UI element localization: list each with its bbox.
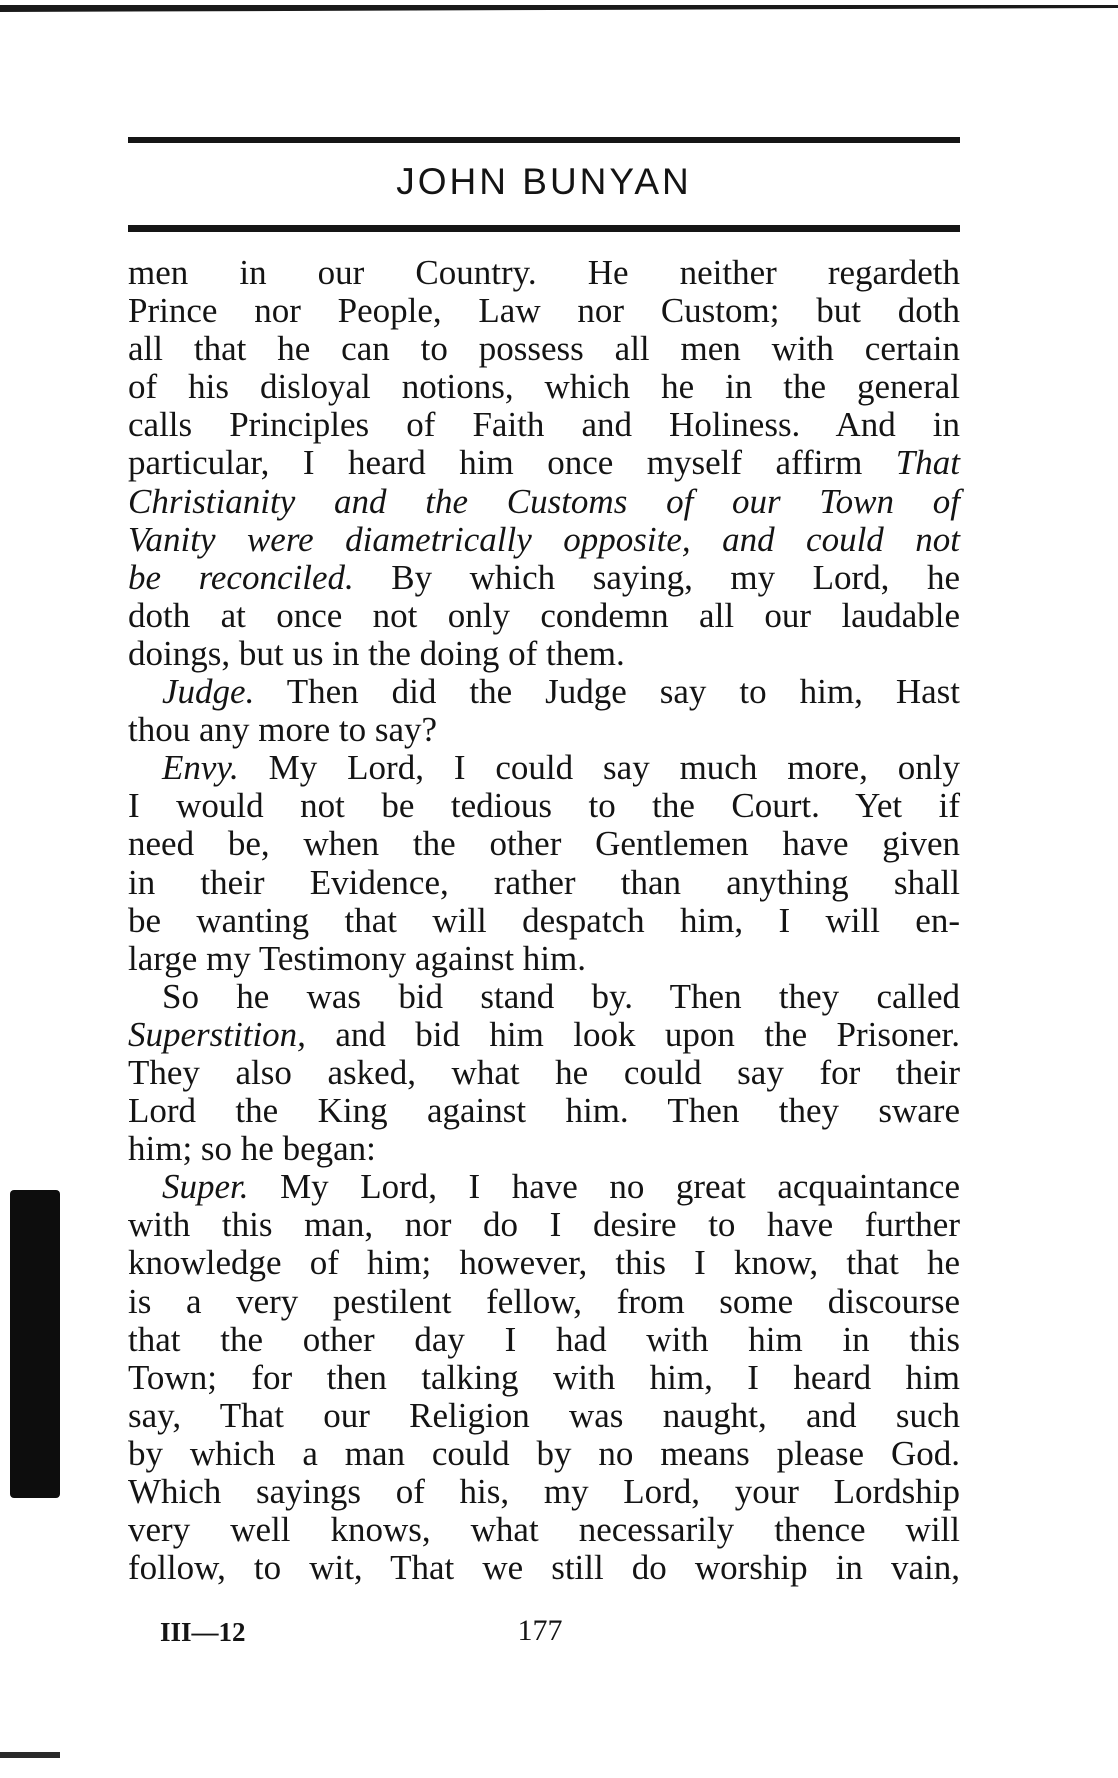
text-line: follow, to wit, That we still do worship in vain, [128, 1548, 960, 1588]
text-line: be wanting that will despatch him, I will en- [128, 900, 960, 940]
text-line: with this man, nor do I desire to have further [128, 1205, 960, 1245]
text-line: Envy. My Lord, I could say much more, only [162, 748, 960, 788]
text-line: knowledge of him; however, this I know, that he [128, 1243, 960, 1283]
signature-mark: III—12 [160, 1617, 246, 1647]
text-line: Lord the King against him. Then they sware [128, 1091, 960, 1131]
text-line: Christianity and the Customs of our Town of [128, 481, 960, 521]
text-line: I would not be tedious to the Court. Yet if [128, 786, 960, 826]
text-line: large my Testimony against him. [128, 938, 587, 978]
text-line: in their Evidence, rather than anything shall [128, 862, 960, 902]
text-line: calls Principles of Faith and Holiness. And in [128, 405, 960, 445]
scan-edge-bottom [0, 1752, 60, 1758]
text-line: doth at once not only condemn all our laudable [128, 595, 960, 635]
text-line: is a very pestilent fellow, from some discourse [128, 1281, 960, 1321]
text-line: by which a man could by no means please God. [128, 1433, 960, 1473]
text-line: Super. My Lord, I have no great acquaintance [162, 1167, 960, 1207]
page-number: 177 [517, 1614, 563, 1647]
text-line: Which sayings of his, my Lord, your Lordship [128, 1472, 960, 1511]
text-line: very well knows, what necessarily thence will [128, 1510, 960, 1550]
binding-mark [10, 1190, 60, 1498]
body-text [128, 254, 960, 1587]
header-rule-bottom [128, 225, 960, 232]
text-line: Superstition, and bid him look upon the Prisoner. [128, 1014, 960, 1054]
text-line: need be, when the other Gentlemen have given [128, 824, 960, 864]
text-line: They also asked, what he could say for their [128, 1052, 960, 1092]
text-line: of his disloyal notions, which he in the general [128, 367, 960, 407]
text-line: men in our Country. He neither regardeth [128, 253, 960, 292]
text-line: him; so he began: [128, 1129, 376, 1169]
text-line: thou any more to say? [128, 710, 438, 750]
text-line: Vanity were diametrically opposite, and could not [128, 519, 960, 559]
text-line: doings, but us in the doing of them. [128, 633, 625, 673]
text-line: all that he can to possess all men with certain [128, 329, 960, 369]
text-line: say, That our Religion was naught, and such [128, 1395, 960, 1435]
text-line: Prince nor People, Law nor Custom; but doth [128, 291, 960, 331]
header-rule-top [128, 137, 960, 143]
text-line: particular, I heard him once myself affirm That [128, 443, 960, 483]
text-line: be reconciled. By which saying, my Lord, he [128, 557, 960, 597]
text-line: that the other day I had with him in this [128, 1319, 960, 1359]
running-title: JOHN BUNYAN [396, 161, 692, 202]
text-line: So he was bid stand by. Then they called [162, 976, 960, 1016]
scan-edge-top [0, 0, 1118, 10]
text-line: Town; for then talking with him, I heard him [128, 1357, 960, 1397]
text-line: Judge. Then did the Judge say to him, Hast [162, 672, 960, 712]
